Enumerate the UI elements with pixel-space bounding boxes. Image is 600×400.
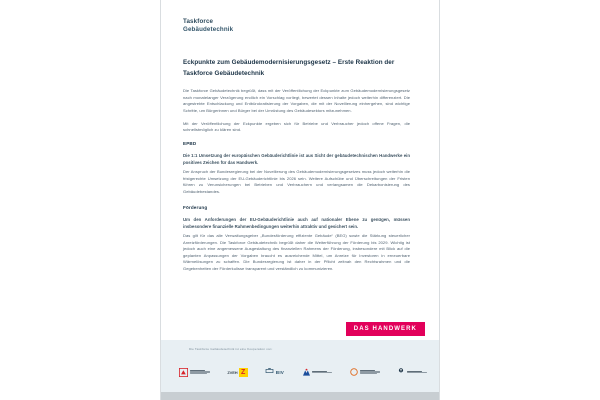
section-lead-foerderung: Um den Anforderungen der EU-Gebäuderichtlinie auch auf nationaler Ebene zu genügen, müssen insbesondere finanzielle Rahmenbedingungen weiterhin attraktiv und gesichert sein. [183,216,410,229]
partner-4-logo [302,365,333,379]
partner-4-wordmark [312,371,332,374]
cooperation-label: Die Taskforce Gebäudetechnik ist eine Kooperation von: [189,347,273,351]
partner-logo-row [179,362,427,382]
partner-4-mark-icon [302,368,311,377]
intro-paragraph-2: Mit der Veröffentlichung der Eckpunkte ergeben sich für Betriebe und Verbraucher jedoch offene Fragen, die schnellstmöglich zu klären sind. [183,120,410,133]
section-lead-epbd: Die 1:1 Umsetzung der europäischen Gebäuderichtlinie ist aus Sicht der gebäudetechnischen Handwerke ein positives Zeichen für das Handwerk. [183,152,410,165]
document-body [183,88,410,279]
page-title: Eckpunkte zum Gebäudemodernisierungsgesetz – Erste Reaktion der Taskforce Gebäudetechnik [183,59,395,77]
biv-wordmark: BIV [265,368,284,376]
partner-6-logo [397,365,427,379]
partner-5-logo [350,365,380,379]
intro-paragraph-1: Die Taskforce Gebäudetechnik begrüßt, dass mit der Veröffentlichung der Eckpunkte zum Gebäudemodernisierungsgesetz nach monatelanger Verzögerung endlich ein Vorschlag vorliegt, bewertet dessen Inhalte jedoch weiterhin differenziert. Die angestrebte Entschlackung und Entbürokratisierung der Vorgaben, die mit der Novellierung einhergehen, sind wichtige Schritte, um Bürgerinnen und Bürger bei der Umrüstung des Gebäudesektors mitzunehmen. [183,88,410,113]
logo-line-one: Taskforce [183,18,214,25]
zveh-logo [227,365,247,379]
footer-bottom-rule [161,392,439,400]
section-body-foerderung: Das gilt für das alle Verwaltungsgeber „Bundesförderung effiziente Gebäude“ (BEG) sowie die Stärkung steuerlicher Anreizförderungen. Die Taskforce Gebäudetechnik begrüßt daher die Weiterführung der Förderung bis 2029. Wichtig ist jedoch auch eine angemessene Ausgestaltung des finanziellen Rahmens der Förderung, insbesondere mit Blick auf die geplanten Anpassungen der Vorgaben braucht es ausreichende Mittel, um Anreize für Investoren in erneuerbare Wärmelösungen zu schaffen. Die Bundesregierung ist daher in der Pflicht zeitnah den Rechtsrahmen und die Gegebenheiten der Förderkulisse transparent und verständlich zu kommunizieren. [183,233,410,271]
zvshk-mark-icon [179,368,188,377]
section-heading-epbd: EPBD [183,141,197,147]
das-handwerk-badge: DAS HANDWERK [346,322,425,337]
partner-6-mark-icon [397,368,405,377]
zveh-mark-icon: Z [239,368,248,377]
section-body-epbd: Der Anspruch der Bundesregierung bei der Novellierung des Gebäudemodernisierungsgesetzes muss jedoch weiterhin die fristgerechte Umsetzung der EU-Gebäuderichtlinie bis 2026 sein. Weitere Aufschübe und Überschreitungen der Fristen führen zu Verunsicherungen bei Betrieben und Verbrauchern und verlangsamen die Dekarbonisierung des Gebäudebestandes. [183,169,410,195]
partner-6-wordmark [407,371,427,374]
zvshk-wordmark [190,370,210,375]
partner-5-mark-icon [350,368,358,376]
zvshk-logo [179,365,210,379]
biv-logo [265,365,284,379]
document-page [160,0,440,400]
section-heading-foerderung: Förderung [183,205,208,211]
zveh-wordmark: ZVEH [227,369,238,375]
biv-crown-icon [265,368,274,374]
partner-5-wordmark [360,370,380,375]
taskforce-logo [183,18,303,33]
logo-line-two: Gebäudetechnik [183,25,234,33]
